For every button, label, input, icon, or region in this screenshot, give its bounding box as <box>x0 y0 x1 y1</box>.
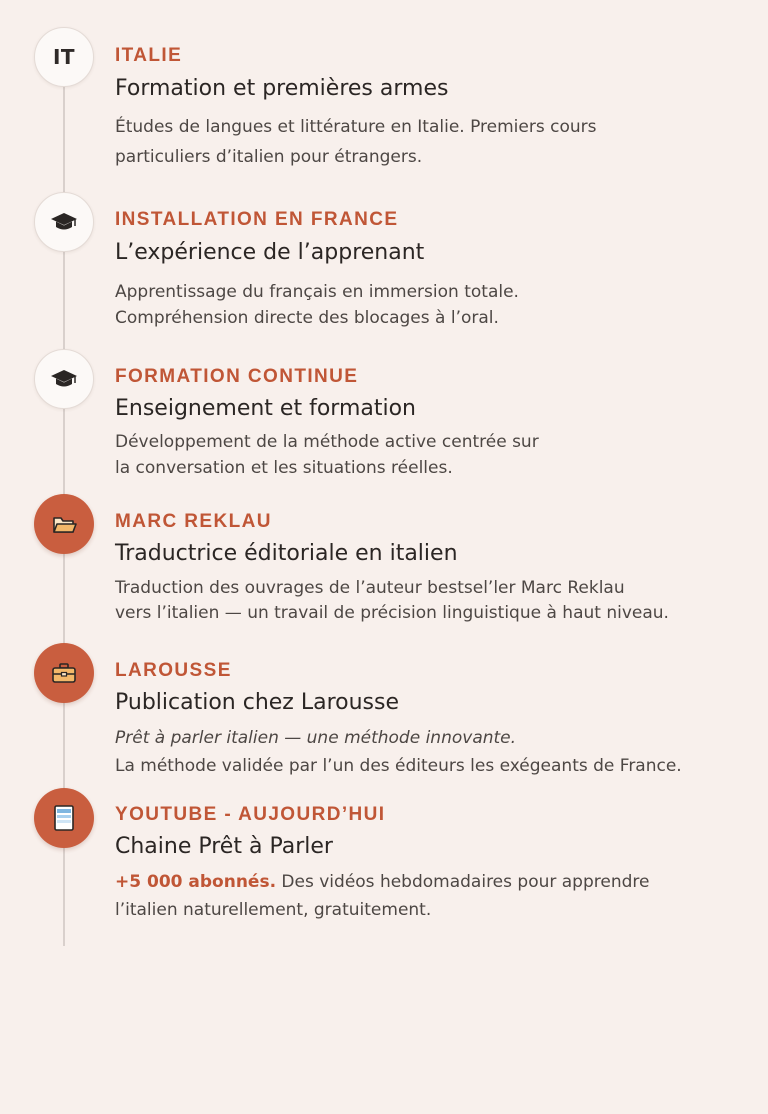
entry-title: Chaine Prêt à Parler <box>115 834 333 859</box>
book-title-italic: Prêt à parler italien — une méthode innovante. <box>115 728 517 748</box>
timeline-node <box>34 643 94 703</box>
entry-description-line: Études de langues et littérature en Italie. Premiers cours <box>115 117 597 137</box>
entry-description-line: Compréhension directe des blocages à l’oral. <box>115 308 499 328</box>
entry-description-line: particuliers d’italien pour étrangers. <box>115 147 423 167</box>
subscriber-count: +5 000 abonnés. <box>115 872 277 892</box>
entry-kicker: ITALIE <box>115 45 183 66</box>
entry-title: Traductrice éditoriale en italien <box>115 541 458 566</box>
entry-description-line: la conversation et les situations réelles. <box>115 458 453 478</box>
timeline-node <box>34 27 94 87</box>
entry-title: Publication chez Larousse <box>115 690 400 715</box>
node-label: IT <box>52 45 76 69</box>
timeline-node <box>34 494 94 554</box>
graduation-cap-icon <box>50 211 78 233</box>
timeline-node <box>34 788 94 848</box>
entry-title: L’expérience de l’apprenant <box>115 240 425 265</box>
entry-kicker: YOUTUBE - AUJOURD’HUI <box>115 804 386 825</box>
entry-description-line: La méthode validée par l’un des éditeurs les exégeants de France. <box>115 756 682 776</box>
entry-description-line <box>115 728 516 748</box>
entry-description-line: Traduction des ouvrages de l’auteur bestsel’ler Marc Reklau <box>115 578 625 598</box>
entry-kicker: FORMATION CONTINUE <box>115 366 359 387</box>
entry-kicker: MARC REKLAU <box>115 511 272 532</box>
entry-description-line <box>115 872 649 892</box>
entry-description-text: Des vidéos hebdomadaires pour apprendre <box>276 872 650 892</box>
entry-kicker: INSTALLATION EN FRANCE <box>115 209 399 230</box>
entry-description-line: vers l’italien — un travail de précision linguistique à haut niveau. <box>115 603 669 623</box>
timeline-node <box>34 192 94 252</box>
graduation-cap-icon <box>50 368 78 390</box>
timeline-node <box>34 349 94 409</box>
entry-kicker: LAROUSSE <box>115 660 232 681</box>
entry-title: Formation et premières armes <box>115 76 449 101</box>
folder-icon <box>51 513 77 535</box>
entry-title: Enseignement et formation <box>115 396 416 421</box>
video-screen-icon <box>53 804 75 832</box>
entry-description-line: l’italien naturellement, gratuitement. <box>115 900 432 920</box>
briefcase-icon <box>51 661 77 685</box>
entry-description-line: Apprentissage du français en immersion totale. <box>115 282 519 302</box>
entry-description-line: Développement de la méthode active centrée sur <box>115 432 539 452</box>
